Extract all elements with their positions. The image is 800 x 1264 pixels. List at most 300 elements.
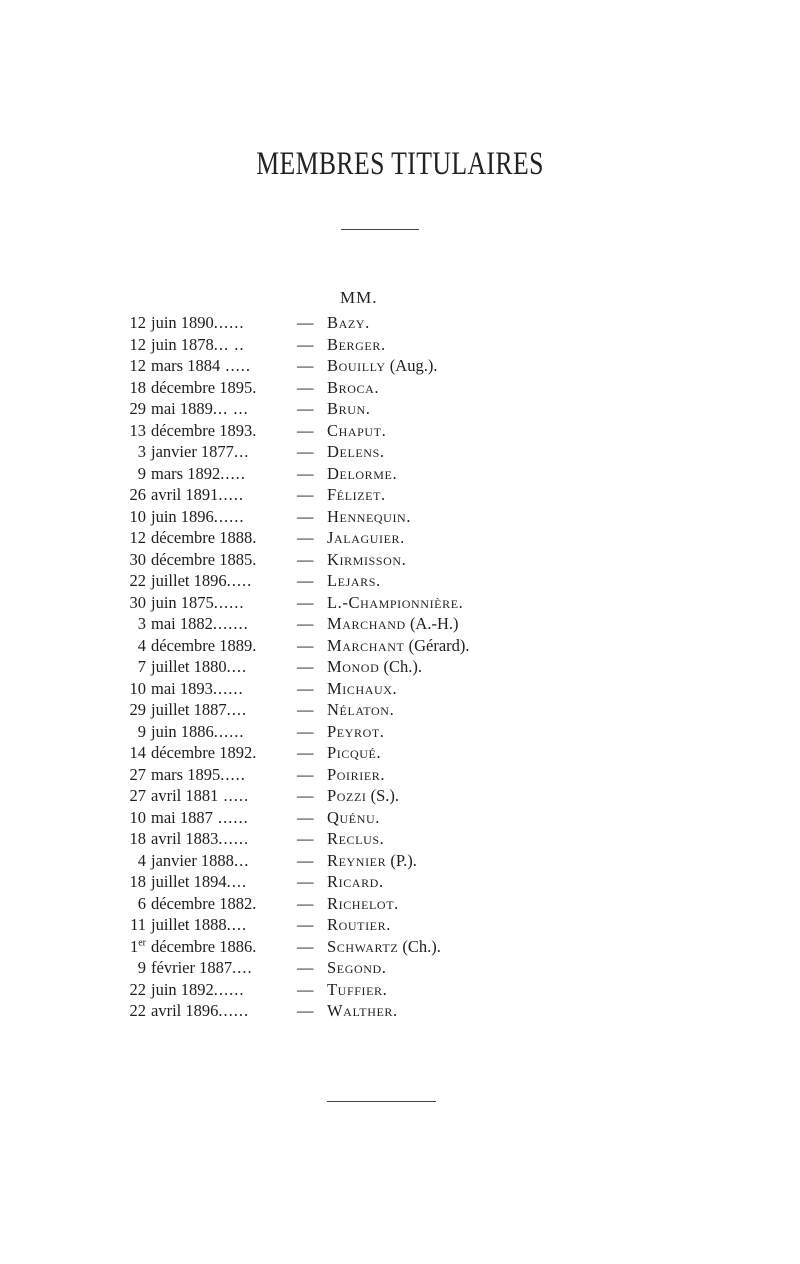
leader-dots: ....... <box>212 614 249 633</box>
leader-dots: ...... <box>218 829 250 848</box>
member-row <box>116 550 576 572</box>
member-date-text: juin 1890 <box>151 313 214 332</box>
member-row <box>116 915 576 937</box>
member-date-text: décembre 1889 <box>151 635 253 655</box>
member-name <box>327 808 379 828</box>
member-name <box>327 614 459 634</box>
leader-dots: . <box>252 743 258 762</box>
member-row <box>116 485 576 507</box>
member-day: 12 <box>129 356 146 375</box>
member-initials: . <box>365 399 370 418</box>
leader-dots: . <box>252 528 258 547</box>
member-date-text: avril 1883 <box>151 829 219 848</box>
member-surname: Pozzi <box>327 786 367 805</box>
member-day: 9 <box>137 463 146 483</box>
member-row <box>116 722 576 744</box>
member-day: 18 <box>129 377 146 397</box>
member-initials: . <box>401 549 406 569</box>
member-date-text: juin 1892 <box>151 979 214 999</box>
member-day: 10 <box>129 506 146 526</box>
member-surname: Berger <box>327 334 381 354</box>
member-date <box>116 485 291 505</box>
member-row <box>116 313 576 335</box>
member-name <box>327 829 384 849</box>
leader-dots: ... <box>233 442 250 461</box>
member-date <box>116 378 291 398</box>
member-date-text: juin 1878 <box>151 334 214 354</box>
member-name <box>327 550 406 570</box>
member-date-text: mars 1884 <box>151 356 221 375</box>
member-row <box>116 636 576 658</box>
member-name <box>327 421 386 441</box>
member-day: 30 <box>129 592 146 612</box>
member-name <box>327 937 441 957</box>
member-date-text: mai 1889 <box>151 399 213 418</box>
separator-dash: — <box>297 528 314 547</box>
leader-dots: .... <box>226 915 248 934</box>
member-initials: . <box>376 571 381 590</box>
member-name <box>327 356 437 376</box>
separator-dash: — <box>297 893 314 913</box>
member-day: 29 <box>129 700 146 719</box>
leader-dots: ... .. <box>213 334 245 354</box>
leader-dots: .... <box>226 872 248 891</box>
member-date <box>116 872 291 892</box>
member-surname: Reynier <box>327 850 387 870</box>
member-day: 12 <box>129 313 146 332</box>
leader-dots: . <box>252 893 258 913</box>
member-row <box>116 356 576 378</box>
member-date <box>116 765 291 785</box>
member-surname: Chaput <box>327 420 382 440</box>
leader-dots: ..... <box>226 571 253 590</box>
member-initials: . <box>380 764 385 784</box>
member-date-text: avril 1881 <box>151 786 219 805</box>
separator-dash: — <box>297 356 314 375</box>
member-day: 3 <box>137 614 146 633</box>
member-day: 29 <box>129 399 146 418</box>
member-surname: Tuffier <box>327 979 383 999</box>
separator-dash: — <box>297 334 314 354</box>
member-surname: Nélaton <box>327 700 390 719</box>
member-date-text: juillet 1887 <box>151 700 227 719</box>
member-row <box>116 1001 576 1023</box>
leader-dots: ..... <box>220 356 251 375</box>
member-surname: Walther <box>327 1001 393 1020</box>
member-surname: Marchant <box>327 635 405 655</box>
member-surname: Delens <box>327 442 380 461</box>
separator-dash: — <box>297 571 314 590</box>
page-title: MEMBRES TITULAIRES <box>256 146 544 182</box>
member-initials: . <box>381 958 386 977</box>
member-name <box>327 786 399 806</box>
member-day: 9 <box>137 721 146 741</box>
member-date-text: décembre 1882 <box>151 893 253 913</box>
member-name <box>327 335 385 355</box>
member-date <box>116 442 291 462</box>
member-date <box>116 550 291 570</box>
member-date <box>116 657 291 677</box>
member-day: 4 <box>137 635 146 655</box>
member-date-text: mai 1893 <box>151 678 213 698</box>
leader-dots: ...... <box>212 807 249 827</box>
member-initials: . <box>406 506 411 526</box>
separator-dash: — <box>297 700 314 719</box>
member-initials: (Ch.). <box>379 657 422 676</box>
member-date <box>116 829 291 849</box>
member-day: 4 <box>137 850 146 870</box>
separator-dash: — <box>297 915 314 934</box>
member-surname: Bouilly <box>327 356 386 375</box>
member-day: 18 <box>129 829 146 848</box>
separator-dash: — <box>297 635 314 655</box>
member-row <box>116 786 576 808</box>
member-date <box>116 915 291 935</box>
member-day: 12 <box>129 334 146 354</box>
member-date <box>116 421 291 441</box>
member-surname: Routier <box>327 915 387 934</box>
member-name <box>327 313 369 333</box>
member-surname: Peyrot <box>327 721 380 741</box>
member-initials: . <box>381 485 386 504</box>
leader-dots: ...... <box>213 313 245 332</box>
leader-dots: ..... <box>220 764 246 784</box>
member-date <box>116 958 291 978</box>
member-day: 10 <box>129 678 146 698</box>
member-name <box>327 872 383 892</box>
member-initials: . <box>389 700 394 719</box>
member-date-text: juillet 1880 <box>151 657 227 676</box>
member-row <box>116 507 576 529</box>
member-row <box>116 700 576 722</box>
member-surname: Segond <box>327 958 382 977</box>
member-row <box>116 528 576 550</box>
member-name <box>327 980 387 1000</box>
member-name <box>327 679 397 699</box>
leader-dots: ... ... <box>212 399 249 418</box>
member-initials: (P.). <box>386 850 417 870</box>
member-day: 27 <box>129 764 146 784</box>
member-initials: (Ch.). <box>398 936 441 956</box>
member-surname: Lejars <box>327 571 377 590</box>
leader-dots: ..... <box>218 786 250 805</box>
member-initials: . <box>379 829 384 848</box>
member-date-text: juin 1875 <box>151 592 214 612</box>
member-date <box>116 786 291 806</box>
member-day: 7 <box>137 657 146 676</box>
member-row <box>116 808 576 830</box>
separator-dash: — <box>297 592 314 612</box>
members-prefix: MM. <box>340 288 378 307</box>
member-date-text: janvier 1888 <box>151 850 234 870</box>
member-initials: . <box>458 592 463 612</box>
member-day: 22 <box>129 571 146 590</box>
leader-dots: ...... <box>213 721 245 741</box>
bottom-rule <box>327 1101 436 1102</box>
leader-dots: .... <box>232 958 253 977</box>
leader-dots: ..... <box>218 485 244 504</box>
member-initials: . <box>392 678 397 698</box>
member-date-text: février 1887 <box>151 958 233 977</box>
leader-dots: ... <box>233 850 250 870</box>
member-day: 13 <box>129 420 146 440</box>
member-date <box>116 980 291 1000</box>
member-row <box>116 335 576 357</box>
member-name <box>327 528 404 548</box>
member-initials: . <box>393 1001 398 1020</box>
leader-dots: ...... <box>213 592 245 612</box>
leader-dots: ...... <box>213 506 245 526</box>
separator-dash: — <box>297 678 314 698</box>
member-date-text: mai 1887 <box>151 807 213 827</box>
member-row <box>116 378 576 400</box>
leader-dots: ..... <box>220 463 246 483</box>
member-row <box>116 937 576 959</box>
member-surname: Brun <box>327 399 366 418</box>
member-row <box>116 679 576 701</box>
member-day: 1er <box>129 936 146 956</box>
separator-dash: — <box>297 786 314 805</box>
member-date <box>116 743 291 763</box>
member-row <box>116 657 576 679</box>
member-name <box>327 1001 397 1021</box>
separator-dash: — <box>297 506 314 526</box>
member-name <box>327 399 370 419</box>
member-name <box>327 743 381 763</box>
member-surname: Poirier <box>327 764 381 784</box>
leader-dots: . <box>252 420 258 440</box>
separator-dash: — <box>297 1001 314 1020</box>
member-date <box>116 1001 291 1021</box>
member-date <box>116 313 291 333</box>
separator-dash: — <box>297 807 314 827</box>
member-date <box>116 335 291 355</box>
member-initials: . <box>380 334 386 354</box>
separator-dash: — <box>297 313 314 332</box>
member-name <box>327 507 410 527</box>
member-name <box>327 593 463 613</box>
member-name <box>327 894 398 914</box>
member-surname: Félizet <box>327 485 382 504</box>
member-date-text: juin 1886 <box>151 721 214 741</box>
member-day: 9 <box>137 958 146 977</box>
member-row <box>116 980 576 1002</box>
member-row <box>116 464 576 486</box>
member-initials: . <box>386 915 391 934</box>
member-day: 11 <box>130 915 146 934</box>
member-date <box>116 679 291 699</box>
member-surname: Quénu <box>327 807 376 827</box>
member-date <box>116 571 291 591</box>
member-date-text: décembre 1886 <box>151 936 253 956</box>
separator-dash: — <box>297 442 314 461</box>
separator-dash: — <box>297 377 314 397</box>
member-row <box>116 593 576 615</box>
member-date-text: avril 1891 <box>151 485 219 504</box>
member-date-text: décembre 1885 <box>151 549 253 569</box>
member-name <box>327 442 384 462</box>
member-initials: (Gérard). <box>404 635 470 655</box>
member-surname: Ricard <box>327 872 379 891</box>
leader-dots: . <box>252 549 258 569</box>
member-surname: Broca <box>327 377 375 397</box>
member-day: 12 <box>129 528 146 547</box>
separator-dash: — <box>297 614 314 633</box>
separator-dash: — <box>297 850 314 870</box>
member-date-text: juin 1896 <box>151 506 214 526</box>
leader-dots: ...... <box>212 678 244 698</box>
separator-dash: — <box>297 829 314 848</box>
member-date-text: juillet 1888 <box>151 915 227 934</box>
member-date <box>116 636 291 656</box>
title-rule <box>341 229 419 230</box>
separator-dash: — <box>297 936 314 956</box>
member-initials: . <box>376 743 381 762</box>
member-date-text: mars 1892 <box>151 463 221 483</box>
member-date-text: mars 1895 <box>151 764 221 784</box>
member-initials: (Aug.). <box>385 356 438 375</box>
member-initials: . <box>375 807 380 827</box>
member-initials: . <box>365 313 370 332</box>
member-date <box>116 722 291 742</box>
separator-dash: — <box>297 979 314 999</box>
member-day: 3 <box>137 442 146 461</box>
member-surname: Picqué <box>327 743 377 762</box>
member-date <box>116 700 291 720</box>
leader-dots: .... <box>226 657 248 676</box>
member-row <box>116 958 576 980</box>
separator-dash: — <box>297 764 314 784</box>
member-initials: . <box>378 872 384 891</box>
member-date <box>116 464 291 484</box>
member-name <box>327 851 417 871</box>
member-name <box>327 958 386 978</box>
member-surname: Schwartz <box>327 936 399 956</box>
member-name <box>327 485 385 505</box>
member-initials: . <box>379 721 384 741</box>
member-date-text: juillet 1894 <box>151 872 227 891</box>
separator-dash: — <box>297 420 314 440</box>
member-day: 30 <box>129 549 146 569</box>
member-initials: . <box>374 377 379 397</box>
member-row <box>116 851 576 873</box>
member-row <box>116 894 576 916</box>
leader-dots: . <box>252 377 258 397</box>
member-date <box>116 399 291 419</box>
member-name <box>327 915 390 935</box>
member-surname: Bazy <box>327 313 366 332</box>
member-initials: . <box>379 442 384 461</box>
member-initials: (S.). <box>366 786 400 805</box>
member-date <box>116 851 291 871</box>
member-initials: (A.-H.) <box>405 614 459 633</box>
member-surname: Richelot <box>327 893 395 913</box>
member-initials: . <box>382 979 387 999</box>
member-date-text: décembre 1888 <box>151 528 253 547</box>
member-name <box>327 571 380 591</box>
member-row <box>116 743 576 765</box>
member-day: 14 <box>129 743 146 762</box>
member-row <box>116 872 576 894</box>
members-list <box>116 313 576 1023</box>
member-date-text: décembre 1892 <box>151 743 253 762</box>
member-name <box>327 722 384 742</box>
separator-dash: — <box>297 549 314 569</box>
member-date-text: décembre 1895 <box>151 377 253 397</box>
member-row <box>116 442 576 464</box>
member-day: 18 <box>129 872 146 891</box>
member-date-text: janvier 1877 <box>151 442 234 461</box>
member-day: 27 <box>129 786 146 805</box>
member-date <box>116 593 291 613</box>
member-surname: Delorme <box>327 463 393 483</box>
separator-dash: — <box>297 721 314 741</box>
member-date <box>116 356 291 376</box>
member-day: 10 <box>129 807 146 827</box>
member-row <box>116 829 576 851</box>
member-day: 26 <box>129 485 146 504</box>
member-row <box>116 614 576 636</box>
member-initials: . <box>400 528 405 547</box>
member-surname: Kirmisson <box>327 549 402 569</box>
member-row <box>116 421 576 443</box>
member-day: 6 <box>137 893 146 913</box>
member-date-text: juillet 1896 <box>151 571 227 590</box>
member-initials: . <box>381 420 386 440</box>
separator-dash: — <box>297 485 314 504</box>
member-date <box>116 614 291 634</box>
separator-dash: — <box>297 743 314 762</box>
member-date-text: décembre 1893 <box>151 420 253 440</box>
member-date-text: mai 1882 <box>151 614 213 633</box>
member-day: 22 <box>129 1001 146 1020</box>
member-date <box>116 528 291 548</box>
member-name <box>327 636 470 656</box>
member-initials: . <box>392 463 397 483</box>
leader-dots: . <box>252 936 258 956</box>
separator-dash: — <box>297 399 314 418</box>
member-date <box>116 507 291 527</box>
member-row <box>116 765 576 787</box>
leader-dots: ...... <box>213 979 245 999</box>
member-surname: Reclus <box>327 829 380 848</box>
separator-dash: — <box>297 657 314 676</box>
member-surname: Monod <box>327 657 380 676</box>
member-day: 22 <box>129 979 146 999</box>
member-name <box>327 700 394 720</box>
separator-dash: — <box>297 872 314 891</box>
member-row <box>116 571 576 593</box>
member-date <box>116 808 291 828</box>
separator-dash: — <box>297 958 314 977</box>
member-date <box>116 937 291 957</box>
member-name <box>327 765 385 785</box>
leader-dots: ...... <box>218 1001 250 1020</box>
member-initials: . <box>394 893 399 913</box>
member-date-text: avril 1896 <box>151 1001 219 1020</box>
member-date <box>116 894 291 914</box>
member-surname: L.-Championnière <box>327 592 459 612</box>
member-name <box>327 657 422 677</box>
separator-dash: — <box>297 463 314 483</box>
member-surname: Michaux <box>327 678 393 698</box>
member-name <box>327 378 378 398</box>
member-surname: Hennequin <box>327 506 407 526</box>
member-surname: Jalaguier <box>327 528 401 547</box>
leader-dots: .... <box>226 700 248 719</box>
member-name <box>327 464 397 484</box>
leader-dots: . <box>252 635 258 655</box>
